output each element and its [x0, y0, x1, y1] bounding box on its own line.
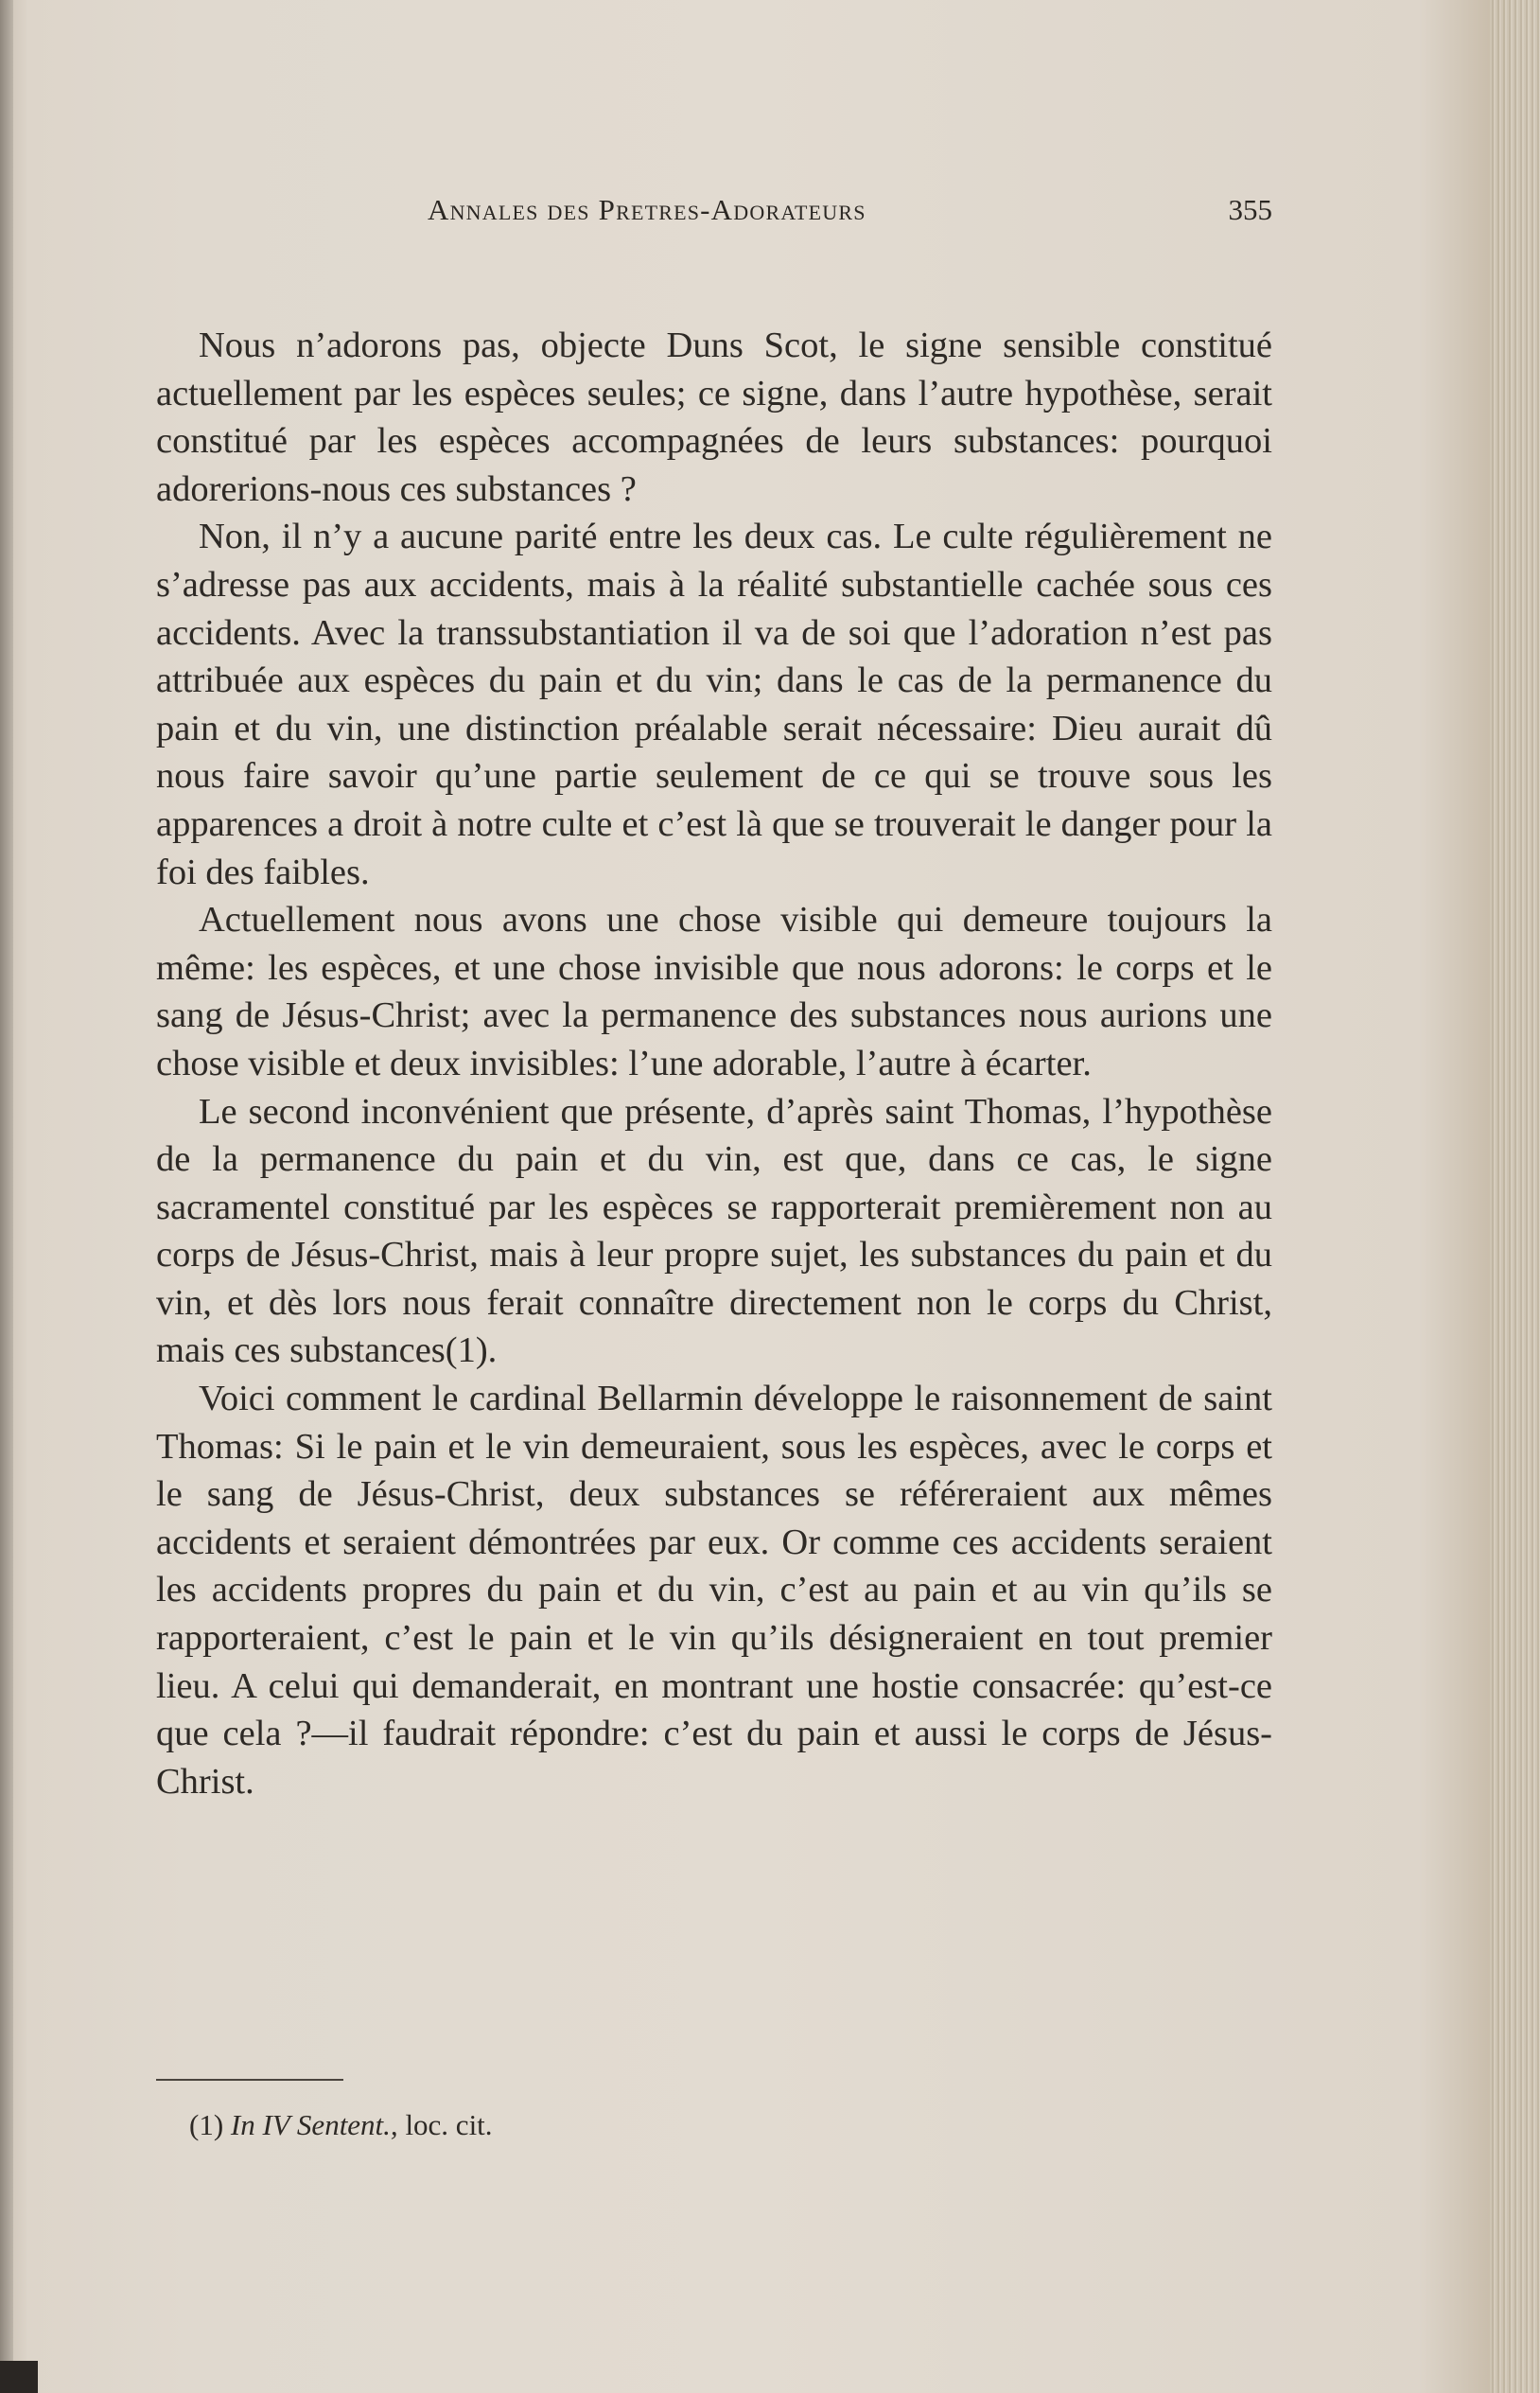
- paragraph: Actuellement nous avons une chose visible qui demeure toujours la même: les espèces, et une chose invisible que nous adorons: le corps et le sang de Jésus-Christ; avec la permanence des substances nous aurions une chose visible et deux invisibles: l’une adorable, l’autre à écarter.: [156, 900, 1272, 1083]
- body-text: [156, 322, 1272, 1805]
- footnote-work-title: In IV Sentent.,: [230, 2108, 398, 2141]
- page-edge-stack: [1490, 0, 1540, 2393]
- page-number: 355: [1228, 193, 1272, 226]
- paragraph: Non, il n’y a aucune parité entre les deux cas. Le culte régulièrement ne s’adresse pas aux accidents, mais à la réalité substantielle cachée sous ces accidents. Avec la transsubstantiation il va de soi que l’adoration n’est pas attribuée aux espèces du pain et du vin; dans le cas de la permanence du pain et du vin, une distinction préalable serait nécessaire: Dieu aurait dû nous faire savoir qu’une partie seulement de ce qui se trouve sous les apparences a droit à notre culte et c’est là que se trouverait le danger pour la foi des faibles.: [156, 517, 1272, 892]
- running-header: [156, 189, 1272, 237]
- footnote: [189, 2106, 1230, 2144]
- page-gutter-shadow: [0, 0, 13, 2393]
- footnote-marker: (1): [189, 2108, 224, 2141]
- paragraph: Voici comment le cardinal Bellarmin développe le raisonnement de saint Thomas: Si le pain et le vin demeuraient, sous les espèces, avec le corps et le sang de Jésus-Christ, deux substances se référeraient aux mêmes accidents et seraient démontrées par eux. Or comme ces accidents seraient les accidents propres du pain et du vin, c’est au pain et au vin qu’ils se rapporteraient, c’est le pain et le vin qu’ils désigneraient en tout premier lieu. A celui qui demanderait, en montrant une hostie consacrée: qu’est-ce que cela ?—il faudrait répondre: c’est du pain et aussi le corps de Jésus-Christ.: [156, 1379, 1272, 1802]
- paragraph: Le second inconvénient que présente, d’après saint Thomas, l’hypothèse de la permanence du pain et du vin, est que, dans ce cas, le signe sacramentel constitué par les espèces se rapporterait premièrement non au corps de Jésus-Christ, mais à leur propre sujet, les substances du pain et du vin, et dès lors nous ferait connaître directement non le corps du Christ, mais ces substances(1).: [156, 1091, 1272, 1371]
- paragraph: Nous n’adorons pas, objecte Duns Scot, le signe sensible constitué actuellement par les espèces seules; ce signe, dans l’autre hypothèse, serait constitué par les espèces accompagnées de leurs substances: pourquoi adorerions-nous ces substances ?: [156, 326, 1272, 509]
- footnote-reference: loc. cit.: [405, 2108, 493, 2141]
- footnote-rule: [156, 2079, 343, 2081]
- page-corner-shadow: [0, 2361, 38, 2393]
- running-title: Annales des Pretres-Adorateurs: [428, 193, 866, 226]
